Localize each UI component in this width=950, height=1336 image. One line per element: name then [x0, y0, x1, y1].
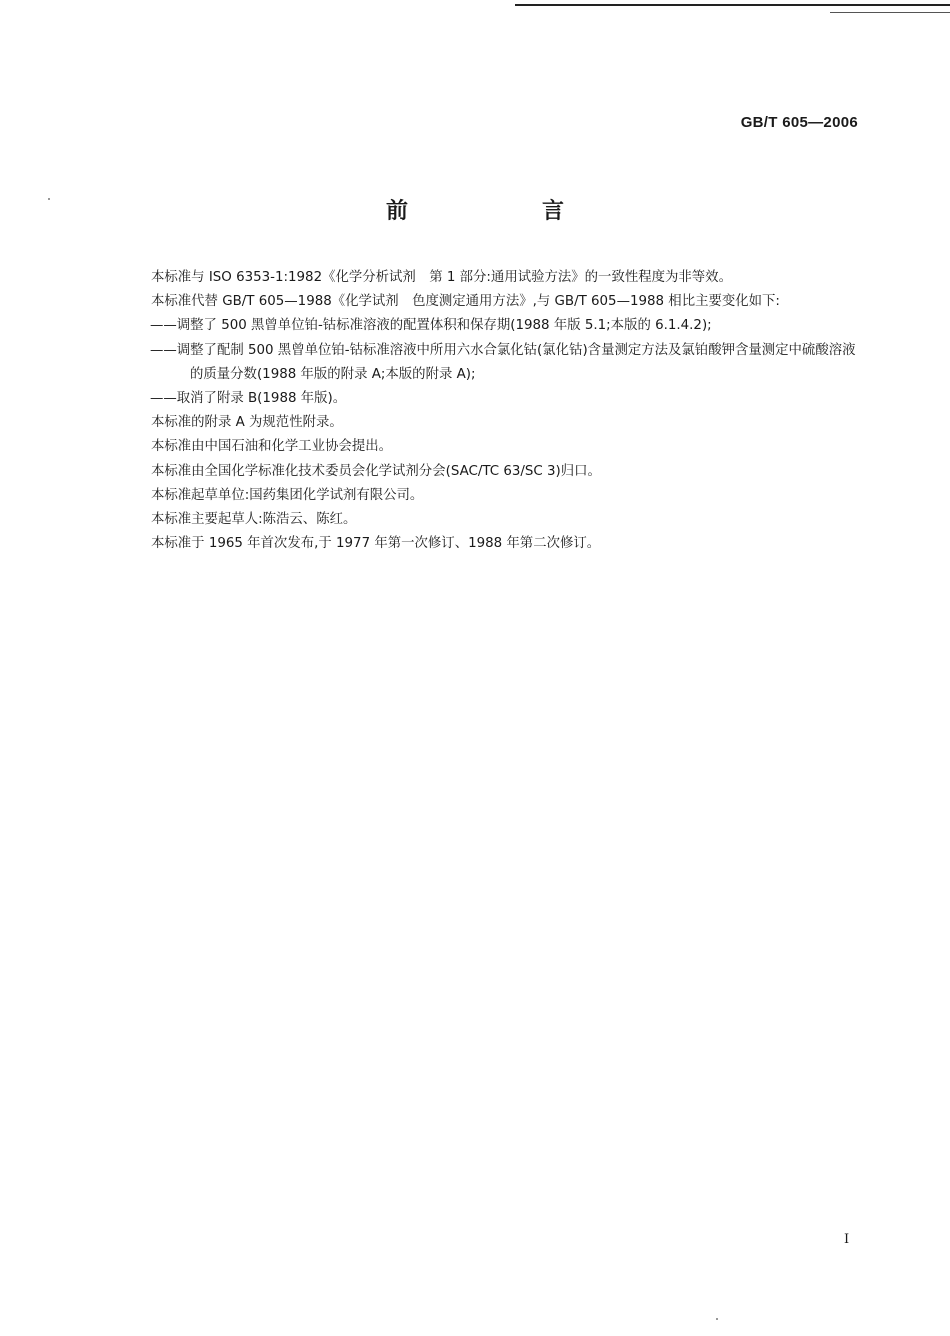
scan-artifact-dot	[716, 1318, 718, 1320]
foreword-body	[124, 266, 860, 556]
note-committee: 本标准由全国化学标准化技术委员会化学试剂分会(SAC/TC 63/SC 3)归口。	[151, 463, 601, 479]
scan-artifact-line	[515, 4, 950, 6]
paragraph-equivalence: 本标准与 ISO 6353-1:1982《化学分析试剂 第 1 部分:通用试验方法》的一致性程度为非等效。	[151, 270, 732, 285]
note-proposer: 本标准由中国石油和化学工业协会提出。	[151, 439, 393, 455]
note-drafting-unit: 本标准起草单位:国药集团化学试剂有限公司。	[151, 487, 424, 503]
note-appendix: 本标准的附录 A 为规范性附录。	[151, 415, 343, 431]
paragraph-replacement: 本标准代替 GB/T 605—1988《化学试剂 色度测定通用方法》,与 GB/T 605—1988 相比主要变化如下:	[151, 294, 780, 310]
change-item: ——取消了附录 B(1988 年版)。	[150, 391, 347, 407]
standard-code: GB/T 605—2006	[740, 114, 858, 131]
page-title: 前 言	[385, 199, 620, 224]
scan-artifact-line	[830, 12, 950, 13]
change-item: ——调整了配制 500 黑曾单位铂-钴标准溶液中所用六水合氯化钴(氯化钴)含量测定方法及氯铂酸钾含量测定中硫酸溶液的质量分数(1988 年版的附录 A;本版的附录 A);	[150, 342, 856, 382]
note-drafters: 本标准主要起草人:陈浩云、陈红。	[151, 512, 357, 528]
page-number: I	[844, 1232, 850, 1247]
note-history: 本标准于 1965 年首次发布,于 1977 年第一次修订、1988 年第二次修订。	[151, 536, 601, 552]
change-item: ——调整了 500 黑曾单位铂-钴标准溶液的配置体积和保存期(1988 年版 5.1;本版的 6.1.4.2);	[150, 318, 712, 334]
